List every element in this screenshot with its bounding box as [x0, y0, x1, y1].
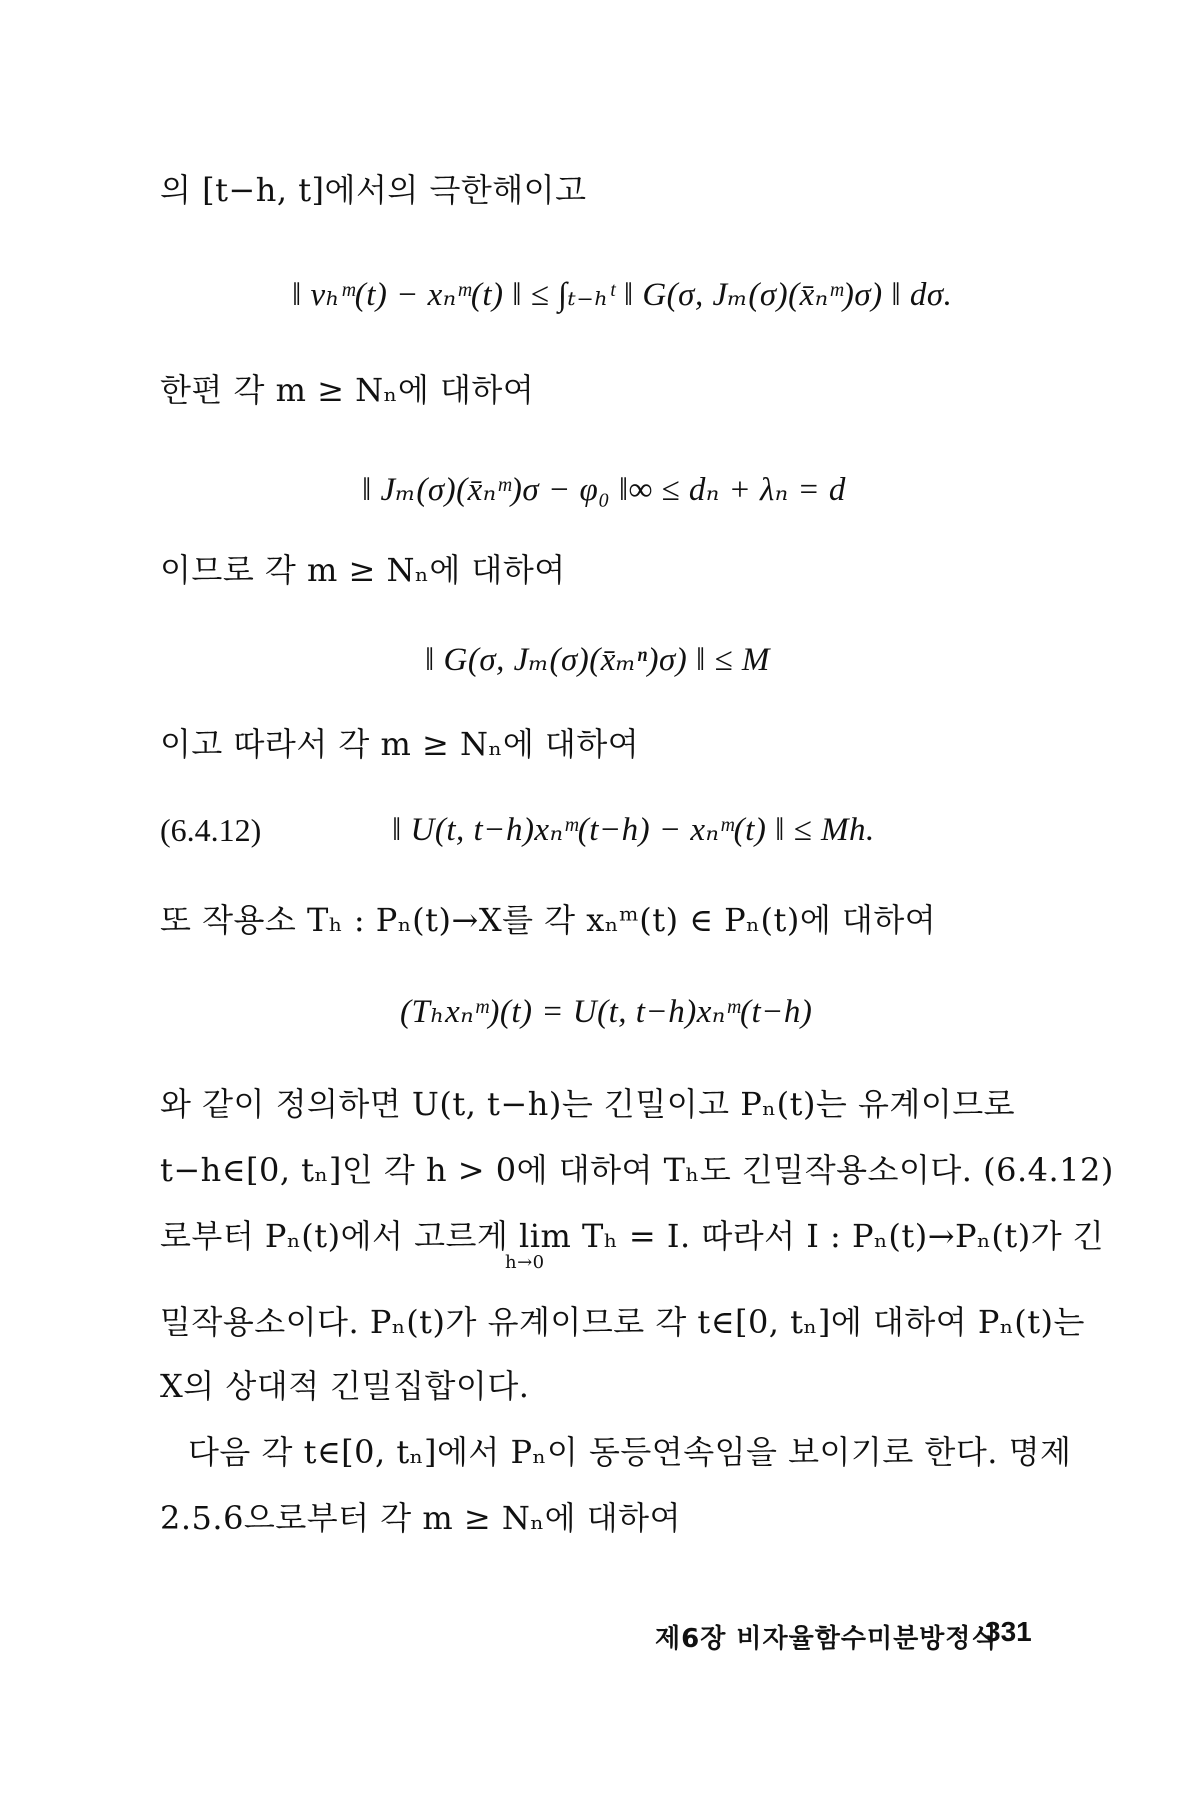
equation-4: ‖ U(t, t−h)xₙᵐ(t−h) − xₙᵐ(t) ‖ ≤ Mh. [392, 812, 875, 848]
text-line-11: 다음 각 t∈[0, tₙ]에서 Pₙ이 동등연속임을 보이기로 한다. 명제 [188, 1433, 1072, 1471]
text-line-10: X의 상대적 긴밀집합이다. [160, 1367, 530, 1405]
text-line-4: 이고 따라서 각 m ≥ Nₙ에 대하여 [160, 725, 640, 763]
text-line-3: 이므로 각 m ≥ Nₙ에 대하여 [160, 551, 566, 589]
equation-number: (6.4.12) [160, 812, 262, 848]
text-line-7: t−h∈[0, tₙ]인 각 h > 0에 대하여 Tₕ도 긴밀작용소이다. (6.4.12) [160, 1151, 1114, 1189]
text-line-12: 2.5.6으로부터 각 m ≥ Nₙ에 대하여 [160, 1499, 681, 1537]
equation-3: ‖ G(σ, Jₘ(σ)(x̄ₘⁿ)σ) ‖ ≤ M [425, 642, 770, 678]
equation-2: ‖ Jₘ(σ)(x̄ₙᵐ)σ − φ₀ ‖∞ ≤ dₙ + λₙ = d [362, 472, 846, 508]
text-line-1: 의 [t−h, t]에서의 극한해이고 [160, 171, 587, 209]
footer-chapter-title: 제6장 비자율함수미분방정식 [655, 1624, 998, 1654]
equation-1: ‖ vₕᵐ(t) − xₙᵐ(t) ‖ ≤ ∫ₜ₋ₕᵗ ‖ G(σ, Jₘ(σ)(x̄ₙᵐ)σ) ‖ dσ. [292, 277, 953, 313]
equation-5: (Tₕxₙᵐ)(t) = U(t, t−h)xₙᵐ(t−h) [400, 994, 813, 1030]
limit-subscript: h→0 [505, 1252, 545, 1273]
text-line-5: 또 작용소 Tₕ : Pₙ(t)→X를 각 xₙᵐ(t) ∈ Pₙ(t)에 대하여 [160, 901, 937, 939]
text-line-8: 로부터 Pₙ(t)에서 고르게 lim Tₕ = I. 따라서 I : Pₙ(t)→Pₙ(t)가 긴 [160, 1217, 1105, 1255]
text-line-9: 밀작용소이다. Pₙ(t)가 유계이므로 각 t∈[0, tₙ]에 대하여 Pₙ(t)는 [160, 1303, 1085, 1341]
page-number: 331 [985, 1616, 1032, 1647]
text-line-6: 와 같이 정의하면 U(t, t−h)는 긴밀이고 Pₙ(t)는 유계이므로 [160, 1085, 1016, 1123]
text-line-2: 한편 각 m ≥ Nₙ에 대하여 [160, 371, 535, 409]
